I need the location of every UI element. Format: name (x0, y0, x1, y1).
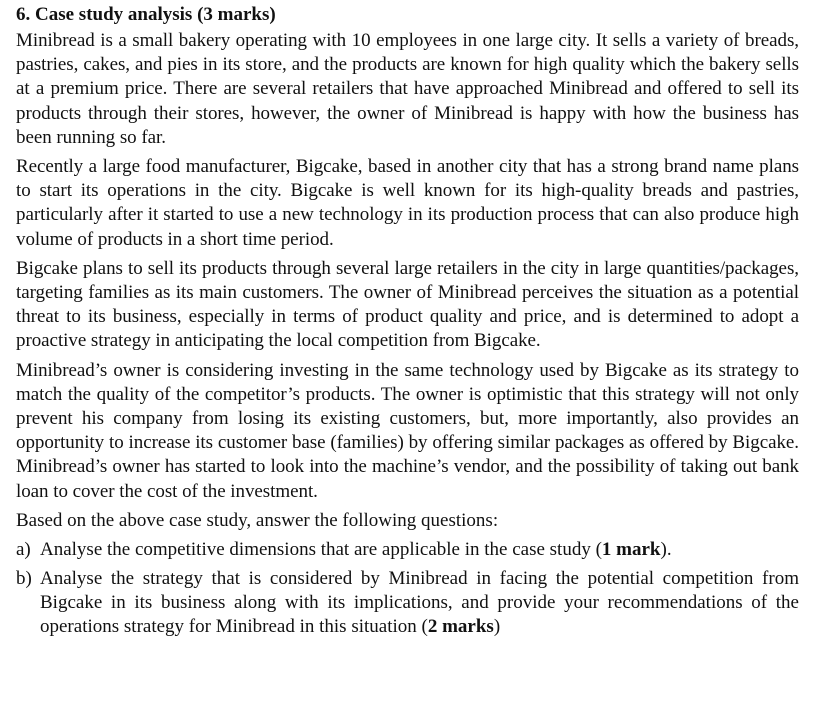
questions-prompt: Based on the above case study, answer the following questions: (16, 509, 499, 531)
question-a-label: a) (16, 538, 31, 560)
question-a-marks: 1 mark (601, 538, 661, 560)
paragraph-strategy-considered: Minibread’s owner is considering investing in the same technology used by Bigcake as its strategy to match the quality of the competitor’s products. The owner is optimistic that this strategy will not only prevent his company from losing its existing customers, but, more importantly, also provides an opportunity to increase its customer base (families) by offering similar packages as offered by Bigcake. Minibread’s owner has started to look into the machine’s vendor, and the possibility of taking out bank loan to cover the cost of the investment. (16, 359, 799, 502)
question-a-suffix: ). (660, 538, 672, 560)
section-heading: 6. Case study analysis (3 marks) (16, 4, 276, 25)
question-a-text: Analyse the competitive dimensions that are applicable in the case study ( (40, 538, 602, 560)
paragraph-company-overview: Minibread is a small bakery operating with 10 employees in one large city. It sells a variety of breads, pastries, cakes, and pies in its store, and the products are known for high quality which the bakery sells at a premium price. There are several retailers that have approached Minibread and offered to sell its products through their stores, however, the owner of Minibread is happy with how the business has been running so far. (16, 30, 799, 148)
question-b-marks: 2 marks (427, 616, 494, 638)
paragraph-competitor-entry: Recently a large food manufacturer, Bigcake, based in another city that has a strong brand name plans to start its operations in the city. Bigcake is well known for its high-quality breads and pastries, particularly after it started to use a new technology in its production process that can also produce high volume of products in a short time period. (16, 156, 799, 250)
question-b-suffix: ) (493, 616, 501, 638)
question-a (16, 538, 799, 562)
question-b-text: Analyse the strategy that is considered by Minibread in facing the potential competition from Bigcake in its business along with its implications, and provide your recommendations of the operations strategy for Minibread in this situation ( (40, 568, 799, 638)
question-b-label: b) (16, 568, 32, 590)
question-b (16, 567, 799, 640)
paragraph-competitive-threat: Bigcake plans to sell its products through several large retailers in the city in large quantities/packages, targeting families as its main customers. The owner of Minibread perceives the situation as a potential threat to its business, especially in terms of product quality and price, and is determined to adopt a proactive strategy in anticipating the local competition from Bigcake. (16, 257, 799, 352)
